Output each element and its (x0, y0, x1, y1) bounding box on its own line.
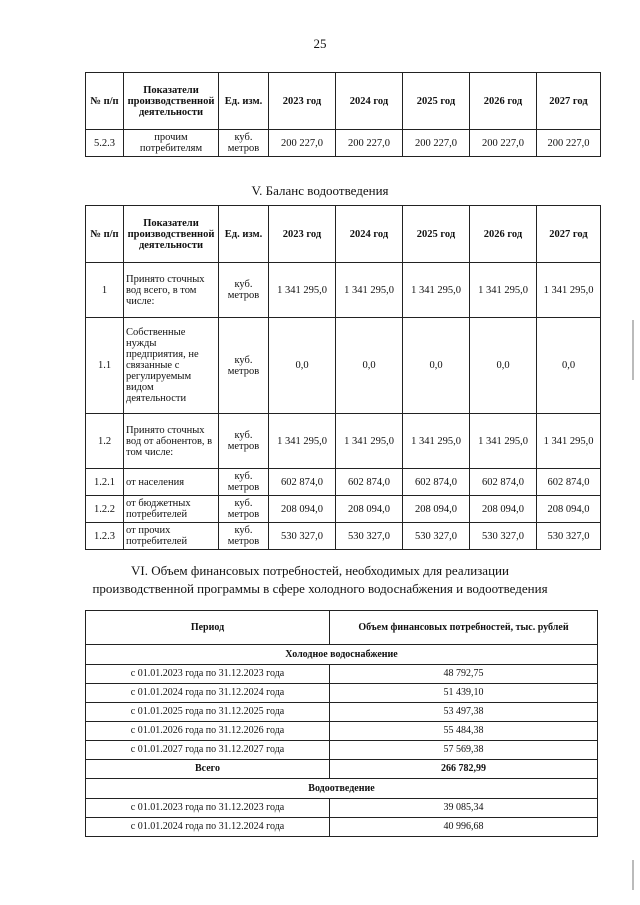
row-value: 200 227,0 (470, 130, 537, 157)
row-value: 602 874,0 (336, 469, 403, 496)
col-header-period: Период (86, 611, 330, 645)
row-name: Собственные нужды предприятия, не связанные с регулируемым видом деятельности (124, 318, 219, 414)
row-value: 208 094,0 (537, 496, 601, 523)
row-value: 530 327,0 (470, 523, 537, 550)
row-value: 1 341 295,0 (403, 263, 470, 318)
row-value: 1 341 295,0 (269, 414, 336, 469)
period-cell: с 01.01.2024 года по 31.12.2024 года (86, 684, 330, 703)
period-cell: с 01.01.2023 года по 31.12.2023 года (86, 665, 330, 684)
row-value: 530 327,0 (537, 523, 601, 550)
col-header-year: 2024 год (336, 73, 403, 130)
period-cell: с 01.01.2027 года по 31.12.2027 года (86, 741, 330, 760)
table-header-row (86, 611, 598, 645)
table-row (86, 469, 601, 496)
col-header-year: 2023 год (269, 206, 336, 263)
col-header-num: № п/п (86, 73, 124, 130)
row-num: 1.2 (86, 414, 124, 469)
scan-edge-mark (632, 860, 634, 890)
row-value: 1 341 295,0 (336, 414, 403, 469)
amount-cell: 53 497,38 (330, 703, 598, 722)
total-value: 266 782,99 (330, 760, 598, 779)
table-row (86, 741, 598, 760)
row-value: 602 874,0 (269, 469, 336, 496)
table-row (86, 818, 598, 837)
period-cell: с 01.01.2025 года по 31.12.2025 года (86, 703, 330, 722)
row-unit: куб. метров (219, 496, 269, 523)
section-title-balance: V. Баланс водоотведения (251, 183, 389, 198)
row-num: 1 (86, 263, 124, 318)
row-unit: куб. метров (219, 414, 269, 469)
row-value: 530 327,0 (403, 523, 470, 550)
amount-cell: 40 996,68 (330, 818, 598, 837)
table-row (86, 703, 598, 722)
col-header-year: 2026 год (470, 73, 537, 130)
group-row (86, 779, 598, 799)
col-header-unit: Ед. изм. (219, 73, 269, 130)
row-value: 208 094,0 (269, 496, 336, 523)
row-num: 1.2.2 (86, 496, 124, 523)
row-value: 0,0 (336, 318, 403, 414)
table-row (86, 130, 601, 157)
section-title-finance-line1: VI. Объем финансовых потребностей, необходимых для реализации (131, 563, 509, 578)
row-value: 602 874,0 (403, 469, 470, 496)
period-cell: с 01.01.2023 года по 31.12.2023 года (86, 799, 330, 818)
row-value: 1 341 295,0 (403, 414, 470, 469)
group-title-sewer: Водоотведение (86, 779, 598, 799)
row-value: 0,0 (403, 318, 470, 414)
row-value: 200 227,0 (269, 130, 336, 157)
col-header-amount: Объем финансовых потребностей, тыс. рублей (330, 611, 598, 645)
row-value: 1 341 295,0 (537, 263, 601, 318)
col-header-year: 2023 год (269, 73, 336, 130)
col-header-num: № п/п (86, 206, 124, 263)
col-header-year: 2027 год (537, 73, 601, 130)
row-value: 0,0 (537, 318, 601, 414)
total-label: Всего (86, 760, 330, 779)
row-value: 208 094,0 (403, 496, 470, 523)
row-name: от бюджетных потребителей (124, 496, 219, 523)
row-value: 208 094,0 (336, 496, 403, 523)
table-row (86, 722, 598, 741)
table-row (86, 496, 601, 523)
section-title-finance-line2: производственной программы в сфере холодного водоснабжения и водоотведения (92, 581, 548, 596)
row-unit: куб. метров (219, 523, 269, 550)
group-title-water: Холодное водоснабжение (86, 645, 598, 665)
table-row (86, 523, 601, 550)
row-value: 1 341 295,0 (470, 414, 537, 469)
row-value: 1 341 295,0 (269, 263, 336, 318)
row-value: 200 227,0 (336, 130, 403, 157)
row-unit: куб. метров (219, 469, 269, 496)
row-name: Принято сточных вод от абонентов, в том числе: (124, 414, 219, 469)
period-cell: с 01.01.2024 года по 31.12.2024 года (86, 818, 330, 837)
col-header-year: 2025 год (403, 73, 470, 130)
row-value: 1 341 295,0 (537, 414, 601, 469)
row-value: 1 341 295,0 (470, 263, 537, 318)
table-header-row (86, 73, 601, 130)
amount-cell: 39 085,34 (330, 799, 598, 818)
row-num: 1.2.1 (86, 469, 124, 496)
amount-cell: 51 439,10 (330, 684, 598, 703)
table-row (86, 318, 601, 414)
row-unit: куб. метров (219, 263, 269, 318)
row-unit: куб. метров (219, 318, 269, 414)
row-value: 530 327,0 (336, 523, 403, 550)
col-header-year: 2025 год (403, 206, 470, 263)
row-value: 530 327,0 (269, 523, 336, 550)
row-name: от прочих потребителей (124, 523, 219, 550)
row-value: 0,0 (269, 318, 336, 414)
row-value: 200 227,0 (403, 130, 470, 157)
row-num: 1.2.3 (86, 523, 124, 550)
row-name: прочим потребителям (124, 130, 219, 157)
row-num: 5.2.3 (86, 130, 124, 157)
col-header-indicator: Показатели производственной деятельности (124, 206, 219, 263)
row-num: 1.1 (86, 318, 124, 414)
period-cell: с 01.01.2026 года по 31.12.2026 года (86, 722, 330, 741)
page-number: 25 (313, 36, 327, 51)
table-header-row (86, 206, 601, 263)
table-row (86, 665, 598, 684)
col-header-indicator: Показатели производственной деятельности (124, 73, 219, 130)
group-row (86, 645, 598, 665)
table-row (86, 684, 598, 703)
row-value: 0,0 (470, 318, 537, 414)
row-value: 602 874,0 (537, 469, 601, 496)
row-value: 602 874,0 (470, 469, 537, 496)
amount-cell: 57 569,38 (330, 741, 598, 760)
row-value: 200 227,0 (537, 130, 601, 157)
total-row (86, 760, 598, 779)
continuation-table (85, 72, 601, 157)
amount-cell: 48 792,75 (330, 665, 598, 684)
row-name: Принято сточных вод всего, в том числе: (124, 263, 219, 318)
row-name: от населения (124, 469, 219, 496)
balance-table (85, 205, 601, 550)
row-value: 208 094,0 (470, 496, 537, 523)
row-value: 1 341 295,0 (336, 263, 403, 318)
table-row (86, 799, 598, 818)
table-row (86, 263, 601, 318)
row-unit: куб. метров (219, 130, 269, 157)
table-row (86, 414, 601, 469)
col-header-unit: Ед. изм. (219, 206, 269, 263)
scan-edge-mark (632, 320, 634, 380)
amount-cell: 55 484,38 (330, 722, 598, 741)
col-header-year: 2027 год (537, 206, 601, 263)
finance-table (85, 610, 598, 837)
col-header-year: 2024 год (336, 206, 403, 263)
col-header-year: 2026 год (470, 206, 537, 263)
